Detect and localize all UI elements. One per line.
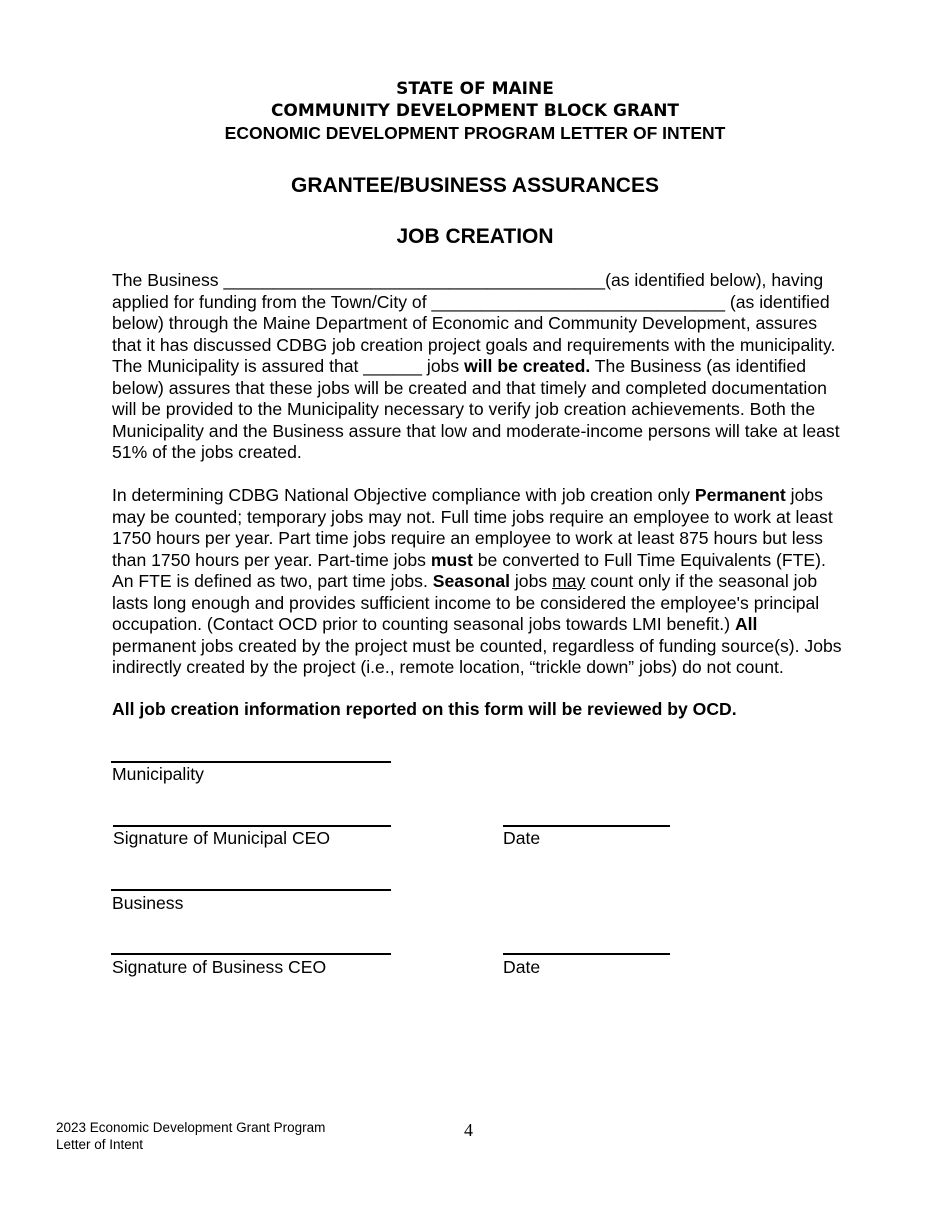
paragraph-line: Municipality and the Business assure that low and moderate-income persons will take at least <box>112 420 840 441</box>
paragraph-line: below) through the Maine Department of Economic and Community Development, assures <box>112 313 818 333</box>
page-number: 4 <box>464 1120 473 1140</box>
text-run: occupation. (Contact OCD prior to counting seasonal jobs towards LMI benefit.) <box>112 614 735 634</box>
municipal-ceo-signature-line[interactable] <box>113 825 391 827</box>
business-date-label: Date <box>503 957 541 977</box>
paragraph-line: may be counted; temporary jobs may not. Full time jobs require an employee to work at least <box>112 506 833 527</box>
municipality-label: Municipality <box>112 764 204 784</box>
paragraph-line: 51% of the jobs created. <box>112 442 302 462</box>
footer-line: 2023 Economic Development Grant Program <box>56 1120 326 1135</box>
business-ceo-signature-line[interactable] <box>111 953 391 955</box>
text-run: In determining CDBG National Objective compliance with job creation only <box>112 485 695 505</box>
municipality-signature-line[interactable] <box>111 761 391 763</box>
emphasis-seasonal: Seasonal <box>432 571 510 591</box>
paragraph-line: permanent jobs created by the project must be counted, regardless of funding source(s). Jobs <box>112 635 842 656</box>
text-run: be converted to Full Time Equivalents (FTE). <box>472 549 826 570</box>
business-signature-line[interactable] <box>111 889 391 891</box>
paragraph-line: that it has discussed CDBG job creation project goals and requirements with the municipality. <box>112 334 836 355</box>
text-run: jobs <box>510 571 553 591</box>
text-run: The Business (as identified <box>590 356 807 376</box>
paragraph-line <box>112 571 902 593</box>
text-run: The Municipality is assured that ______ jobs <box>112 356 465 376</box>
header-state: STATE OF MAINE <box>396 79 554 99</box>
paragraph-line: indirectly created by the project (i.e., remote location, “trickle down” jobs) do not count. <box>112 657 784 677</box>
header-letter-of-intent: ECONOMIC DEVELOPMENT PROGRAM LETTER OF INTENT <box>224 123 726 143</box>
footer-caption <box>56 1119 325 1153</box>
text-run: An FTE is defined as two, part time jobs. <box>112 571 433 591</box>
paragraph-line: will be provided to the Municipality necessary to verify job creation achievements. Both the <box>112 399 816 419</box>
paragraph-national-objective <box>112 485 902 679</box>
ocd-review-notice: All job creation information reported on this form will be reviewed by OCD. <box>112 699 737 719</box>
section-title-job-creation: JOB CREATION <box>396 225 554 248</box>
paragraph-line <box>112 485 902 507</box>
paragraph-line: below) assures that these jobs will be created and that timely and completed documentation <box>112 377 827 398</box>
footer-line: Letter of Intent <box>56 1137 144 1152</box>
municipal-date-line[interactable] <box>503 825 670 827</box>
section-title-assurances: GRANTEE/BUSINESS ASSURANCES <box>291 174 659 197</box>
paragraph-line: The Business _______________________________________(as identified below), having <box>112 270 824 290</box>
paragraph-business-assurance <box>112 270 902 464</box>
municipal-ceo-label: Signature of Municipal CEO <box>113 828 331 848</box>
paragraph-line: lasts long enough and provides sufficient income to be considered the employee's principal <box>112 592 820 613</box>
header-program: COMMUNITY DEVELOPMENT BLOCK GRANT <box>270 101 680 121</box>
paragraph-line <box>112 356 902 378</box>
emphasis-all: All <box>734 614 758 634</box>
underline-may: may <box>552 571 586 591</box>
paragraph-line <box>112 614 902 636</box>
emphasis-will-be-created: will be created. <box>464 356 591 376</box>
business-ceo-label: Signature of Business CEO <box>112 957 327 977</box>
paragraph-line: 1750 hours per year. Part time jobs require an employee to work at least 875 hours but less <box>112 528 823 548</box>
emphasis-must: must <box>430 549 473 570</box>
text-run: than 1750 hours per year. Part-time jobs <box>112 549 431 570</box>
text-run: jobs <box>785 485 823 505</box>
paragraph-line <box>112 550 902 572</box>
paragraph-line: applied for funding from the Town/City of ______________________________ (as identified <box>112 291 830 312</box>
text-run: count only if the seasonal job <box>585 571 818 591</box>
business-label: Business <box>112 893 184 913</box>
municipal-date-label: Date <box>503 828 541 848</box>
business-date-line[interactable] <box>503 953 670 955</box>
emphasis-permanent: Permanent <box>694 485 786 505</box>
